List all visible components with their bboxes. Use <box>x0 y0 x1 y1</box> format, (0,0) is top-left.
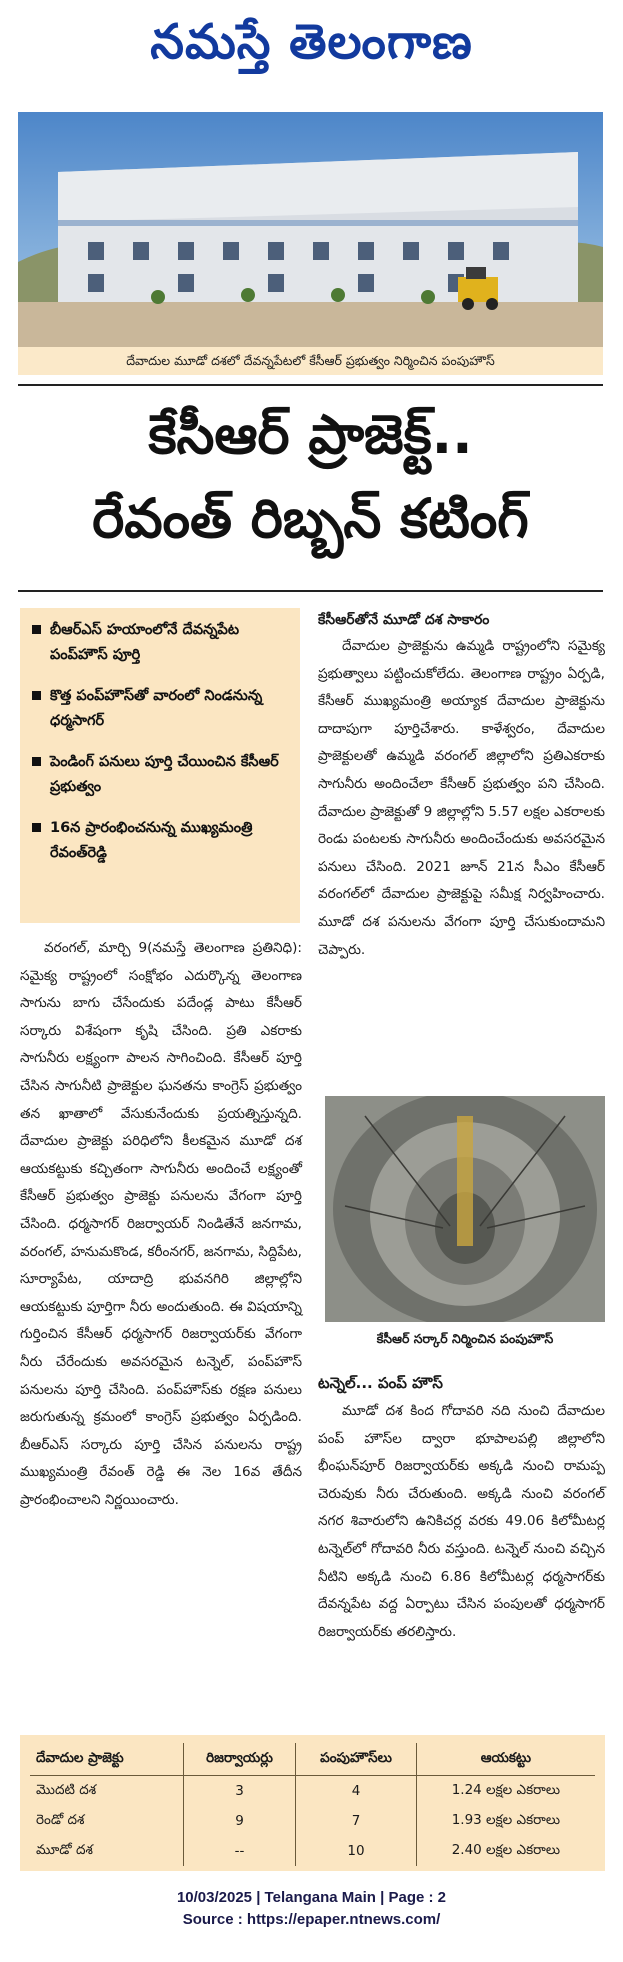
page-footer <box>0 1887 623 1931</box>
article-left-column <box>20 935 302 1514</box>
pumphouse-photo <box>18 112 603 347</box>
divider-line <box>18 384 603 386</box>
article-right-column <box>318 607 605 964</box>
highlight-item: పెండింగ్ పనులు పూర్తి చేయించిన కేసీఆర్ ప్రభుత్వం <box>20 740 300 806</box>
square-bullet-icon <box>32 625 41 634</box>
pumphouse-illustration <box>18 112 603 347</box>
headline-line-2: రేవంత్ రిబ్బన్ కటింగ్ <box>92 487 529 550</box>
project-stages-table <box>30 1743 595 1866</box>
square-bullet-icon <box>32 823 41 832</box>
photo-caption: దేవాదుల మూడో దశలో దేవన్నపేటలో కేసీఆర్ ప్రభుత్వం నిర్మించిన పంపుహౌస్ <box>18 347 603 375</box>
highlight-item: బీఆర్ఎస్ హయాంలోనే దేవన్నపేట పంప్‌హౌస్ పూర్తి <box>20 608 300 674</box>
article-body: సమైక్య రాష్ట్రంలో సంక్షోభం ఎదుర్కొన్న తెలంగాణ సాగును బాగు చేసేందుకు పదేండ్ల పాటు కేసీఆర్ సర్కారు విశేషంగా కృషి చేసింది. ప్రతి ఎకరాకు సాగునీరు లక్ష్యంగా పాలన సాగించింది. కేసీఆర్ పూర్తి చేసిన సాగునీటి ప్రాజెక్టుల ఘనతను కాంగ్రెస్ ప్రభుత్వం తన ఖాతాలో వేసుకునేందుకు ప్రయత్నిస్తున్నది. దేవాదుల ప్రాజెక్టు పరిధిలోని కీలకమైన మూడో దశ ఆయకట్టుకు కచ్చితంగా సాగునీరు అందించే లక్ష్యంతో కేసీఆర్ ప్రభుత్వం ప్రాజెక్టు పనులను వేగంగా పూర్తి చేసింది. ధర్మసాగర్ రిజర్వాయర్ నిండితేనే జనగామ, వరంగల్, హనుమకొండ, కరీంనగర్, జనగామ, సిద్దిపేట, సూర్యాపేట, యాదాద్రి భువనగిరి జిల్లాల్లోని ఆయకట్టుకు పూర్తిగా నీరు అందుతుంది. ఈ విషయాన్ని గుర్తించిన కేసీఆర్ ధర్మసాగర్ రిజర్వాయర్‌కు వేగంగా నీరు చేరేందుకు అవసరమైన టన్నెల్, పంప్‌హౌస్ పనులను పూర్తి చేసింది. పంప్‌హౌస్‌కు రక్షణ పనులు జరుగుతున్న క్రమంలో కాంగ్రెస్ ప్రభుత్వం ఏర్పడింది. బీఆర్ఎస్ సర్కారు పూర్తి చేసిన పనులను రాష్ట్ర ముఖ్యమంత్రి రేవంత్ రెడ్డి ఈ నెల 16వ తేదీన ప్రారంభించాలని నిర్ణయించారు. <box>20 967 302 1508</box>
article-body: దేవాదుల ప్రాజెక్టును ఉమ్మడి రాష్ట్రంలోని సమైక్య ప్రభుత్వాలు పట్టించుకోలేదు. తెలంగాణ రాష్ట్రం ఏర్పడి, కేసీఆర్ ముఖ్యమంత్రి అయ్యాక దేవాదుల ప్రాజెక్టును దాదాపుగా పూర్తిచేశారు. కాళేశ్వరం, దేవాదుల ప్రాజెక్టులతో ఉమ్మడి వరంగల్ జిల్లాలోని ప్రతిఎకరాకు సాగునీరు అందించేలా కేసీఆర్ ప్రభుత్వం పని చేసింది. దేవాదుల ప్రాజెక్టుతో 9 జిల్లాల్లోని 5.57 లక్షల ఎకరాలకు రెండు పంటలకు సాగునీరు అందించేందుకు అవసరమైన పనులు చేసింది. 2021 జూన్ 21న సీఎం కేసీఆర్ వరంగల్‌లో దేవాదుల ప్రాజెక్టుపై సమీక్ష నిర్వహించారు. మూడో దశ పనులను వేగంగా పూర్తి చేసుకుందామని చెప్పారు. <box>318 638 605 958</box>
header-reservoirs: రిజర్వాయర్లు <box>183 1743 295 1776</box>
footer-source-link[interactable]: Source : https://epaper.ntnews.com/ <box>182 1911 441 1928</box>
header-pumphouses: పంపుహౌస్‌లు <box>296 1743 417 1776</box>
highlight-item: 16న ప్రారంభించనున్న ముఖ్యమంత్రి రేవంత్‌రెడ్డి <box>20 806 300 872</box>
dateline: వరంగల్, మార్చి 9(నమస్తే తెలంగాణ ప్రతినిధి): <box>44 940 302 956</box>
shaft-illustration <box>325 1096 605 1322</box>
header-ayacut: ఆయకట్టు <box>416 1743 595 1776</box>
divider-line <box>18 590 603 592</box>
highlight-item: కొత్త పంప్‌హౌస్‌తో వారంలో నిండనున్న ధర్మసాగర్ <box>20 674 300 740</box>
headline-line-1: కేసీఆర్ ప్రాజెక్ట్.. <box>148 403 473 466</box>
header-project: దేవాదుల ప్రాజెక్టు <box>30 1743 183 1776</box>
table-row: రెండో దశ 9 7 1.93 లక్షల ఎకరాలు <box>30 1806 595 1836</box>
newspaper-logo: నమస్తే తెలంగాణ <box>150 14 473 70</box>
table-header-row <box>30 1743 595 1776</box>
footer-date-page: 10/03/2025 | Telangana Main | Page : 2 <box>176 1889 447 1906</box>
masthead <box>0 0 623 92</box>
table-row: మూడో దశ -- 10 2.40 లక్షల ఎకరాలు <box>30 1836 595 1866</box>
square-bullet-icon <box>32 691 41 700</box>
section-subhead: కేసీఆర్‌తోనే మూడో దశ సాకారం <box>318 612 490 628</box>
shaft-photo <box>325 1096 605 1322</box>
highlights-box <box>20 608 300 923</box>
tunnel-subhead: టన్నెల్... పంప్ హౌస్ <box>318 1374 443 1392</box>
tunnel-column <box>318 1398 605 1646</box>
photo2-caption: కేసీఆర్ సర్కార్ నిర్మించిన పంపుహౌస్ <box>376 1331 554 1346</box>
square-bullet-icon <box>32 757 41 766</box>
table-row: మొదటి దశ 3 4 1.24 లక్షల ఎకరాలు <box>30 1776 595 1807</box>
article-body: మూడో దశ కింద గోదావరి నది నుంచి దేవాదుల పంప్ హౌస్‌ల ద్వారా భూపాలపల్లి జిల్లాలోని భీంఘన్‌పూర్ రిజర్వాయర్‌కు అక్కడి నుంచి రామప్ప చెరువుకు నీరు చేరుతుంది. అక్కడి నుంచి వరంగల్ నగర శివారులోని ఉనికిచర్ల వరకు 49.06 కిలోమీటర్ల టన్నెల్‌లో గోదావరి నీరు వస్తుంది. టన్నెల్ నుంచి వచ్చిన నీటిని అక్కడి నుంచి 6.86 కిలోమీటర్ల ధర్మసాగర్‌కు దేవన్నపేట వద్ద ఏర్పాటు చేసిన పంపులతో ధర్మసాగర్ రిజర్వాయర్‌కు తరలిస్తారు. <box>318 1403 605 1640</box>
project-stages-table-box <box>20 1735 605 1871</box>
